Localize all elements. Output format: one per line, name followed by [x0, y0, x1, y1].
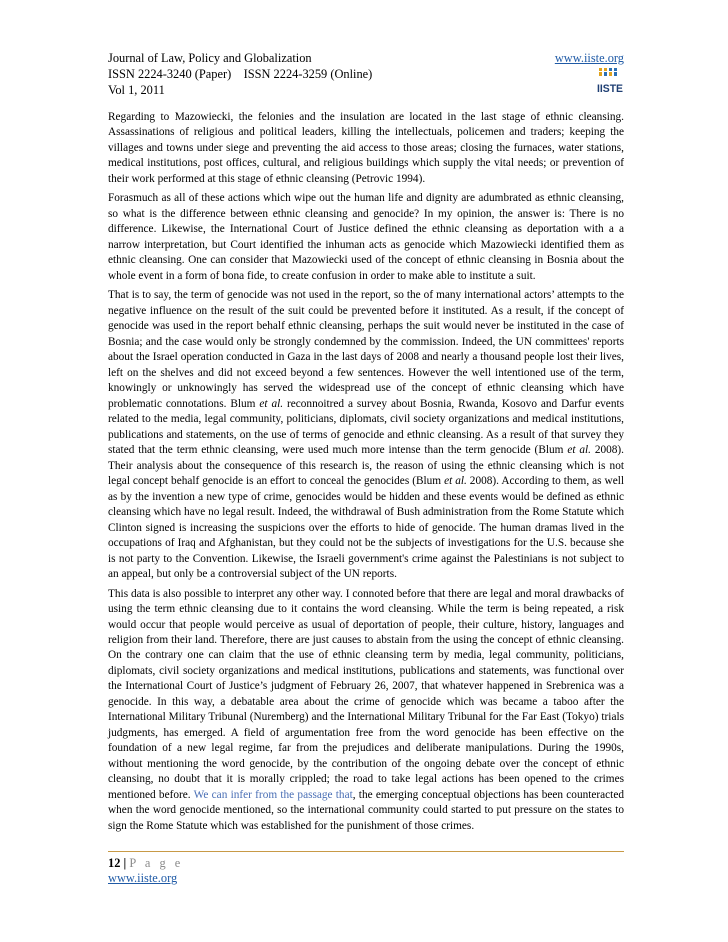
page-indicator — [108, 856, 183, 871]
header-journal-link[interactable]: www.iiste.org — [554, 51, 624, 65]
journal-title: Journal of Law, Policy and Globalization — [108, 51, 312, 65]
paragraph-1 — [108, 110, 624, 187]
p4-text-b: , the emerging conceptual objections has been counteracted when the word genocide mentioned, so the international community could started to put pressure on the states to sign the Rome Statute which was established for the punishment of those crimes. — [108, 788, 624, 832]
page-separator: | — [123, 856, 127, 870]
footer-journal-link[interactable]: www.iiste.org — [108, 871, 178, 885]
p3-text-b: reconnoitred a survey about Bosnia, Rwanda, Kosovo and Darfur events related to the media, legal community, politicians, diplomats, civil society organizations and medical institutions, publications and statements, on the use of terms of genocide and ethnic cleansing. As a result of that survey they stated that the term ethnic cleansing, were used much more intense than the term genocide (Blum — [108, 397, 625, 457]
p3-etal-2: et al. — [567, 444, 591, 457]
p1-text: Regarding to Mazowiecki, the felonies and the insulation are located in the last stage of ethnic cleansing. Assassinations of religious and political leaders, killing the intellectuals, policemen and traders; keeping the villages and towns under siege and preventing the aid access to those areas; closing the furnaces, water stations, medical institutions, post offices, cultural, and religious buildings which supply the vital needs; or prevention of their work performed at this stage of ethnic cleansing (Petrovic 1994). — [108, 111, 624, 185]
iiste-logo — [596, 67, 624, 95]
issn-line: ISSN 2224-3240 (Paper) ISSN 2224-3259 (Online) — [108, 67, 373, 81]
page-label: P a g e — [129, 856, 184, 870]
footer-divider — [108, 851, 624, 852]
running-header — [108, 50, 624, 98]
p4-highlight: We can infer from the passage that — [193, 788, 353, 801]
article-body — [108, 110, 624, 834]
p2-text: Forasmuch as all of these actions which wipe out the human life and dignity are adumbrated as ethnic cleansing, so what is the difference between ethnic cleansing and genocide? In my opinion, the answer is: There is no difference. Likewise, the International Court of Justice defined the ethnic cleansing as deportation with a a narrow interpretation, but Court identified the inhuman acts as genocide which Mazowiecki identified them as ethnic cleansing. One can consider that Mazowiecki used of the concept of ethnic cleansing in Bosnia about the whole event in a form of bona fide, to create confusion in order to make able to institute a suit. — [108, 192, 624, 282]
p4-text-a: This data is also possible to interpret any other way. I connoted before that there are legal and moral drawbacks of using the term ethnic cleansing due to it contains the word cleansing. While the term is being repeated, a risk would occur that people would perceive as usual of deportation of people, their culture, history, languages and religion from their land. Therefore, there are just causes to abstain from the using the concept of ethnic cleansing. On the contrary one can claim that the use of ethnic cleansing term by media, legal community, politicians, diplomats, civil society organizations and medical institutions, publications and statements, was functional over the International Court of Justice’s judgment of February 26, 2007, that whatever happened in Srebrenica was a genocide. In this way, a debatable area about the crime of genocide which was became a taboo after the International Military Tribunal (Nuremberg) and the International Military Tribunal for the Far East (Tokyo) trials judgments, has emerged. A field of argumentation free from the word genocide has been effective on the foundation of a new legal regime, far from the prejudices and deliberate manipulations. During the 1990s, without mentioning the word genocide, by the contribution of the ongoing debate over the concept of ethnic cleansing, no doubt that it is morally crippled; the road to take legal actions has been opened to the crimes mentioned before. — [108, 587, 624, 801]
p3-etal-1: et al. — [259, 397, 284, 410]
paragraph-3 — [108, 288, 624, 582]
p3-text-a: That is to say, the term of genocide was not used in the report, so the of many international actors’ attempts to the negative influence on the result of the suit could be prevented before it instituted. As a result, if the concept of genocide was used in the report behalf ethnic cleansing, perhaps the suit would never be instituted in the case of Bosnia; and the case would only be strongly condemned by the commission. Indeed, the UN committees' reports about the Israel operation conducted in Gaza in the last days of 2008 and nearly a thousand people lost their lives, left on the shelves and did not exceed beyond a few sentences. However the well intentioned use of the term, knowingly or unknowingly has served the widespread use of the concept of ethnic cleansing which have problematic connotations. Blum — [108, 289, 624, 410]
paragraph-4 — [108, 587, 624, 835]
paragraph-2 — [108, 191, 624, 284]
p3-etal-3: et al. — [444, 475, 467, 488]
svg-text:IISTE: IISTE — [597, 83, 623, 95]
p3-text-d: 2008). According to them, as well as by the invention a new type of crime, genocides would be hidden and these events would be defined as ethnic cleansing which have no legal result. Indeed, the withdrawal of Bush administration from the Rome Statute which Clinton signed is increasing the suspicions over the efforts to hide of genocide. The human dramas lived in the occupations of Iraq and Afghanistan, but they could not be the subjects of investigations for the U.S. because she is not party to the Convention. Likewise, the Israeli government's crime against the Palestinians is not subject to an appeal, but only be a controversial subject of the UN reports. — [108, 475, 624, 581]
page-footer — [108, 856, 183, 886]
page-number: 12 — [108, 856, 121, 870]
p3-text-c: 2008). Their analysis about the consequence of this research is, the reason of using the ethnic cleansing which is not legal concept behalf genocide is an effort to conceal the genocides (Blum — [108, 444, 624, 488]
volume-line: Vol 1, 2011 — [108, 83, 165, 97]
